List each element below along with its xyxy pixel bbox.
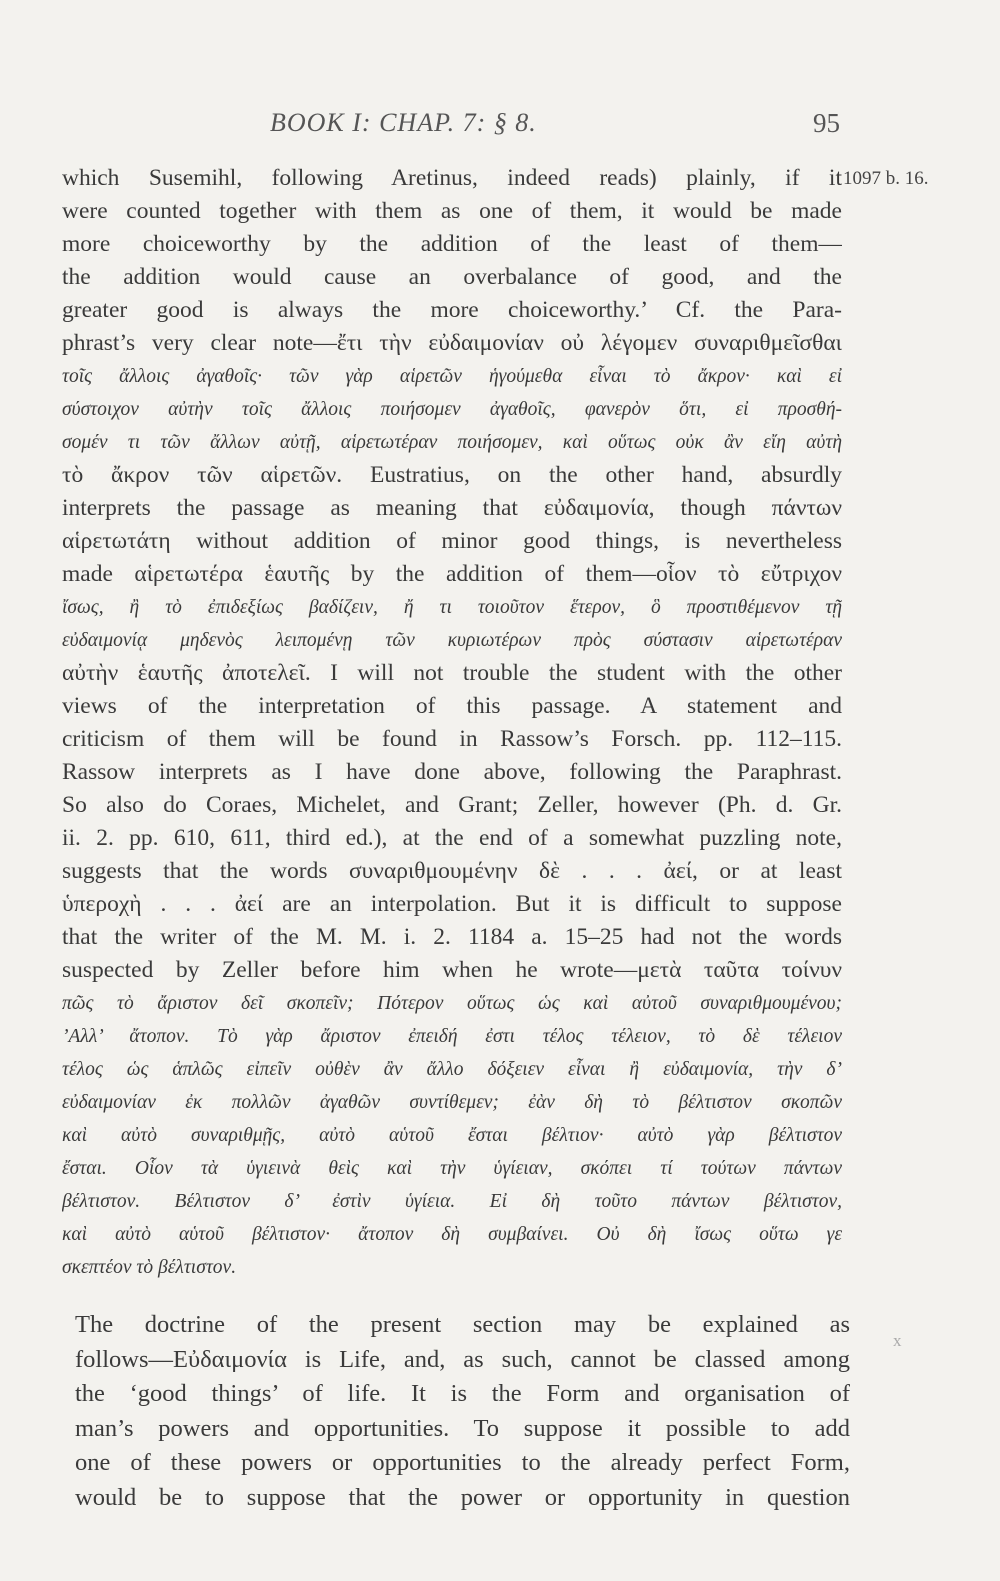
text-line: one of these powers or opportunities to the already perfect Form, xyxy=(75,1449,850,1476)
text-line: follows—Εὐδαιμονία is Life, and, as such, cannot be classed among xyxy=(75,1345,850,1373)
text-line: criticism of them will be found in Rassow’s Forsch. pp. 112–115. xyxy=(62,726,842,752)
commentary-paragraph-1 xyxy=(62,162,842,1284)
greek-text-line: τέλος ὡς ἁπλῶς εἰπεῖν οὐθὲν ἂν ἄλλο δόξειεν εἶναι ἢ εὐδαιμονία, τὴν δ’ xyxy=(62,1059,842,1080)
text-line: more choiceworthy by the addition of the least of them— xyxy=(62,231,842,257)
text-line: that the writer of the M. M. i. 2. 1184 a. 15–25 had not the words xyxy=(62,924,842,950)
greek-text-line: πῶς τὸ ἄριστον δεῖ σκοπεῖν; Πότερον οὕτως ὡς καὶ αὐτοῦ συναριθμουμένου; xyxy=(62,993,842,1014)
text-line: suspected by Zeller before him when he wrote—μετὰ ταῦτα τοίνυν xyxy=(62,957,842,983)
text-line: τὸ ἄκρον τῶν αἱρετῶν. Eustratius, on the other hand, absurdly xyxy=(62,462,842,488)
text-line: ὑπεροχὴ . . . ἀεί are an interpolation. But it is difficult to suppose xyxy=(62,891,842,917)
text-line: So also do Coraes, Michelet, and Grant; Zeller, however (Ph. d. Gr. xyxy=(62,792,842,818)
greek-text-line: ’Αλλ’ ἄτοπον. Τὸ γὰρ ἄριστον ἐπειδή ἐστι τέλος τέλειον, τὸ δὲ τέλειον xyxy=(62,1026,842,1047)
text-line: suggests that the words συναριθμουμένην δὲ . . . ἀεί, or at least xyxy=(62,858,842,884)
greek-text-line: ἴσως, ἢ τὸ ἐπιδεξίως βαδίζειν, ἤ τι τοιοῦτον ἕτερον, ὃ προστιθέμενον τῇ xyxy=(62,597,842,618)
margin-reference: 1097 b. 16. xyxy=(843,168,929,189)
text-line: man’s powers and opportunities. To suppose it possible to add xyxy=(75,1414,850,1442)
text-line: The doctrine of the present section may be explained as xyxy=(75,1311,850,1338)
greek-text-line: σύστοιχον αὐτὴν τοῖς ἄλλοις ποιήσομεν ἀγαθοῖς, φανερὸν ὅτι, εἰ προσθή- xyxy=(62,399,842,420)
running-head: BOOK I: CHAP. 7: § 8. xyxy=(270,108,537,137)
text-line: made αἱρετωτέρα ἑαυτῆς by the addition of them—οἷον τὸ εὔτριχον xyxy=(62,561,842,587)
page-number: 95 xyxy=(813,108,840,138)
greek-text-line: καὶ αὐτὸ αὑτοῦ βέλτιστον· ἄτοπον δὴ συμβαίνει. Οὐ δὴ ἴσως οὕτω γε xyxy=(62,1224,842,1245)
greek-text-line: τοῖς ἄλλοις ἀγαθοῖς· τῶν γὰρ αἱρετῶν ἡγούμεθα εἶναι τὸ ἄκρον· καὶ εἰ xyxy=(62,366,842,387)
text-line: were counted together with them as one of them, it would be made xyxy=(62,198,842,224)
text-line: the addition would cause an overbalance of good, and the xyxy=(62,264,842,290)
text-line: would be to suppose that the power or opportunity in question xyxy=(75,1483,850,1511)
greek-text-line: καὶ αὐτὸ συναριθμῇς, αὐτὸ αὑτοῦ ἔσται βέλτιον· αὐτὸ γὰρ βέλτιστον xyxy=(62,1125,842,1146)
text-line: Rassow interprets as I have done above, following the Paraphrast. xyxy=(62,759,842,785)
text-line: interprets the passage as meaning that εὐδαιμονία, though πάντων xyxy=(62,495,842,521)
text-line: phrast’s very clear note—ἔτι τὴν εὐδαιμονίαν οὐ λέγομεν συναριθμεῖσθαι xyxy=(62,330,842,356)
greek-text-line: βέλτιστον. Βέλτιστον δ’ ἐστὶν ὑγίεια. Εἰ δὴ τοῦτο πάντων βέλτιστον, xyxy=(62,1191,842,1212)
text-line: views of the interpretation of this passage. A statement and xyxy=(62,693,842,719)
greek-text-line: εὐδαιμονίᾳ μηδενὸς λειπομένῃ τῶν κυριωτέρων πρὸς σύστασιν αἱρετωτέραν xyxy=(62,630,842,651)
text-line: greater good is always the more choiceworthy.’ Cf. the Para- xyxy=(62,297,842,323)
text-line: the ‘good things’ of life. It is the Form and organisation of xyxy=(75,1380,850,1407)
commentary-paragraph-2 xyxy=(75,1308,850,1515)
greek-text-line: σομέν τι τῶν ἄλλων αὐτῇ, αἱρετωτέραν ποιήσομεν, καὶ οὕτως οὐκ ἂν εἴη αὐτὴ xyxy=(62,432,842,453)
page-header xyxy=(270,108,840,148)
text-line: which Susemihl, following Aretinus, indeed reads) plainly, if it xyxy=(62,165,842,191)
margin-pencil-mark: x xyxy=(893,1331,902,1350)
text-line: αὐτὴν ἑαυτῆς ἀποτελεῖ. I will not trouble the student with the other xyxy=(62,660,842,686)
text-line: ii. 2. pp. 610, 611, third ed.), at the end of a somewhat puzzling note, xyxy=(62,825,842,851)
greek-text-line: εὐδαιμονίαν ἐκ πολλῶν ἀγαθῶν συντίθεμεν; ἐὰν δὴ τὸ βέλτιστον σκοπῶν xyxy=(62,1092,842,1113)
greek-text-line: ἔσται. Οἷον τὰ ὑγιεινὰ θεὶς καὶ τὴν ὑγίειαν, σκόπει τί τούτων πάντων xyxy=(62,1158,842,1179)
text-line: αἱρετωτάτη without addition of minor good things, is nevertheless xyxy=(62,528,842,554)
greek-text-line: σκεπτέον τὸ βέλτιστον. xyxy=(62,1257,237,1278)
